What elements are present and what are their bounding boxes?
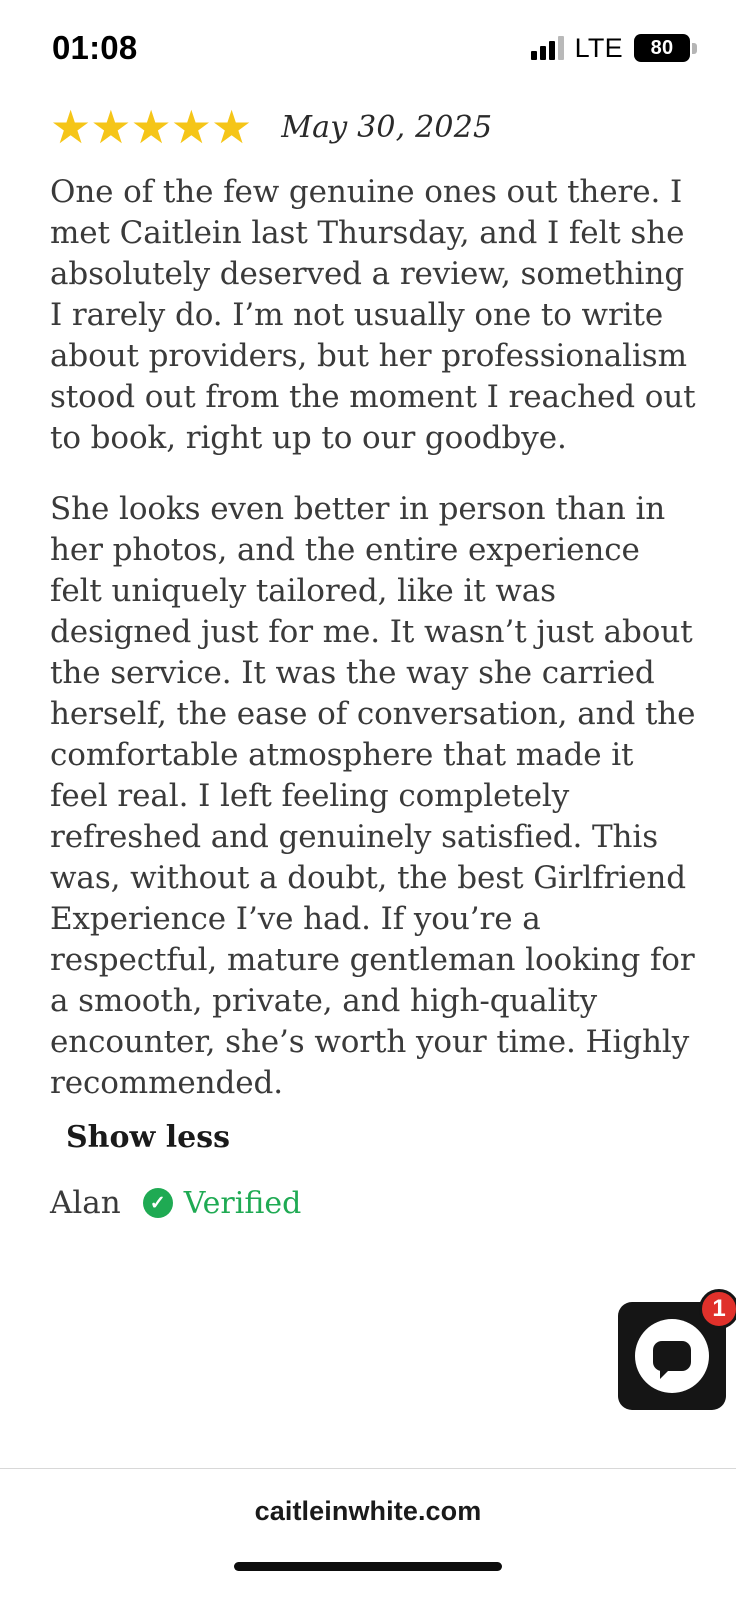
battery-cap (692, 43, 697, 54)
home-indicator-area (0, 1554, 736, 1600)
home-indicator[interactable] (234, 1562, 502, 1571)
battery-level-label: 80 (650, 36, 674, 59)
review-body (50, 172, 696, 1104)
review-header (50, 101, 696, 153)
star-rating-icon: ★★★★★ (50, 101, 252, 153)
browser-bottom-bar[interactable] (0, 1468, 736, 1554)
chat-bubble-glyph (653, 1341, 691, 1371)
status-badge (143, 1186, 302, 1221)
reviewer-row (50, 1185, 696, 1221)
status-bar (0, 0, 736, 96)
chat-bubble-icon (635, 1319, 709, 1393)
show-less-button[interactable]: Show less (66, 1120, 231, 1155)
verified-label: Verified (183, 1185, 302, 1221)
cellular-signal-icon (531, 36, 564, 60)
review-date: May 30, 2025 (281, 109, 493, 145)
review-paragraph-2: She looks even better in person than in her photos, and the entire experience felt uniquely tailored, like it was designed just for me. It wasn’t just about the service. It was the way she carried herself, the ease of conversation, and the comfortable atmosphere that made it feel real. I left feeling completely refreshed and genuinely satisfied. This was, without a doubt, the best Girlfriend Experience I’ve had. If you’re a respectful, mature gentleman looking for a smooth, private, and high-quality encounter, she’s worth your time. Highly recommended. (50, 491, 696, 1101)
status-bar-time: 01:08 (52, 29, 138, 66)
review-paragraph-1: One of the few genuine ones out there. I met Caitlein last Thursday, and I felt she absolutely deserved a review, something I rarely do. I’m not usually one to write about providers, but her professionalism stood out from the moment I reached out to book, right up to our goodbye. (50, 174, 696, 456)
status-bar-indicators (531, 33, 690, 64)
verified-check-icon: ✓ (143, 1188, 173, 1218)
chat-unread-badge: 1 (699, 1289, 736, 1329)
site-url-label[interactable]: caitleinwhite.com (254, 1496, 482, 1526)
chat-widget-button[interactable] (618, 1295, 726, 1410)
battery-icon (634, 34, 690, 62)
review-content (0, 96, 736, 1468)
network-type-label: LTE (574, 32, 623, 63)
reviewer-name: Alan (50, 1185, 121, 1221)
